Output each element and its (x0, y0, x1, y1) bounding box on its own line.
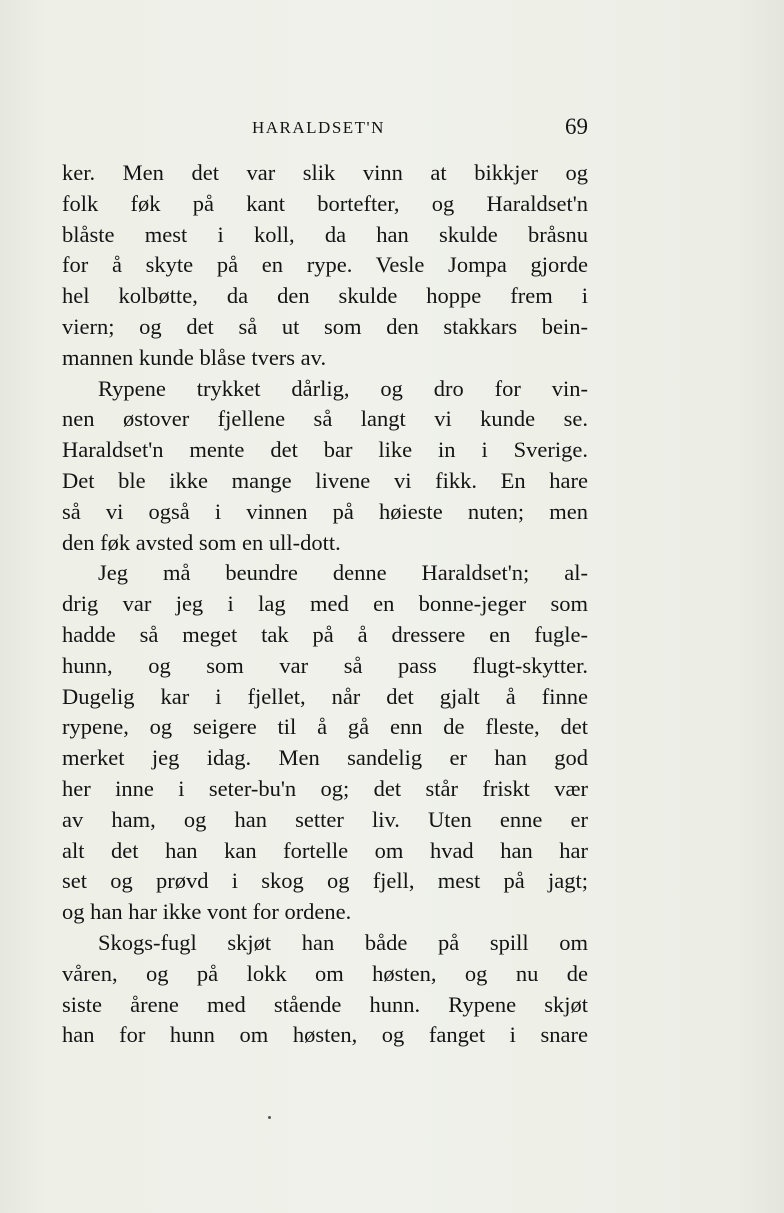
text-line: viern; og det så ut som den stakkars bein- (62, 313, 588, 339)
text-line: våren, og på lokk om høsten, og nu de (62, 960, 588, 986)
page-header (252, 114, 592, 144)
paragraph (62, 558, 588, 928)
text-line: siste årene med stående hunn. Rypene skjøt (62, 991, 588, 1017)
text-line: folk føk på kant bortefter, og Haraldset'n (62, 190, 588, 216)
text-line: den føk avsted som en ull-dott. (62, 529, 341, 555)
text-line: Dugelig kar i fjellet, når det gjalt å finne (62, 683, 588, 709)
text-line: av ham, og han setter liv. Uten enne er (62, 806, 588, 832)
text-line: Rypene trykket dårlig, og dro for vin- (98, 375, 588, 401)
text-line: Det ble ikke mange livene vi fikk. En hare (62, 467, 588, 493)
text-line: hel kolbøtte, da den skulde hoppe frem i (62, 283, 588, 309)
text-line: mannen kunde blåse tvers av. (62, 344, 327, 370)
running-head: HARALDSET'N (252, 118, 385, 137)
text-line: hunn, og som var så pass flugt-skytter. (62, 652, 588, 678)
text-line: Jeg må beundre denne Haraldset'n; al- (98, 560, 588, 586)
paragraph (62, 374, 588, 559)
text-line: nen østover fjellene så langt vi kunde se. (62, 406, 588, 432)
text-line: han for hunn om høsten, og fanget i snare (62, 1022, 588, 1048)
text-line: hadde så meget tak på å dressere en fugle- (62, 621, 588, 647)
ink-speck (268, 1116, 271, 1119)
text-line: for å skyte på en rype. Vesle Jompa gjorde (62, 252, 588, 278)
text-line: her inne i seter-bu'n og; det står friskt vær (62, 775, 588, 801)
text-line: merket jeg idag. Men sandelig er han god (62, 745, 588, 771)
text-line: set og prøvd i skog og fjell, mest på jagt; (62, 868, 588, 894)
text-line: ker. Men det var slik vinn at bikkjer og (62, 160, 588, 185)
text-line: så vi også i vinnen på høieste nuten; men (62, 498, 588, 524)
paragraph (62, 928, 588, 1051)
page-number: 69 (565, 114, 588, 139)
text-line: og han har ikke vont for ordene. (62, 899, 352, 925)
body-text (62, 158, 588, 1051)
text-line: Haraldset'n mente det bar like in i Sverige. (62, 437, 588, 463)
text-line: blåste mest i koll, da han skulde bråsnu (62, 221, 588, 247)
text-line: rypene, og seigere til å gå enn de fleste, det (62, 714, 588, 740)
text-line: Skogs-fugl skjøt han både på spill om (98, 929, 588, 955)
text-line: alt det han kan fortelle om hvad han har (62, 837, 588, 863)
text-line: drig var jeg i lag med en bonne-jeger som (62, 591, 588, 617)
paragraph (62, 158, 588, 374)
